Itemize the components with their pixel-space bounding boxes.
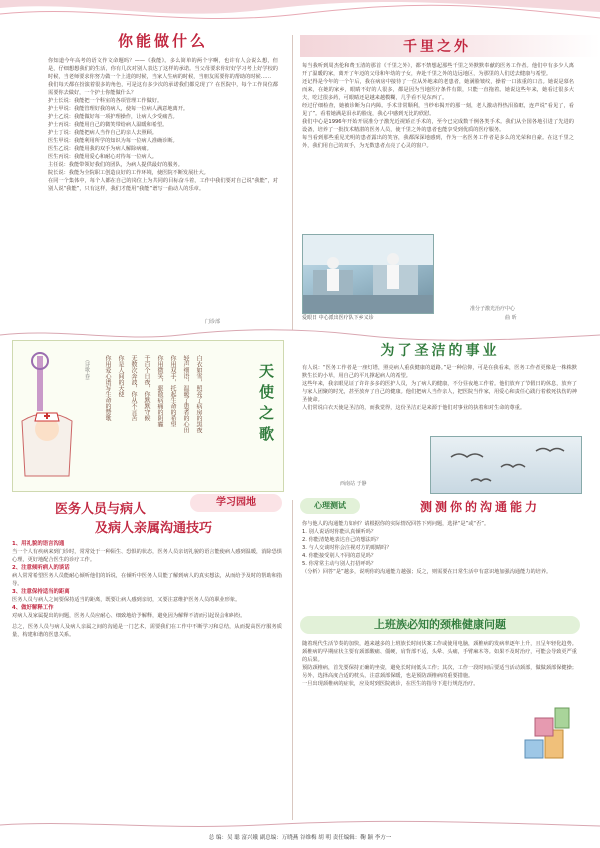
point-text: 当一个人有疾病来到门诊时，常常处于一种陌生、恐惧的状态，医务人员亲切礼貌的语言能使病人感到温暖，消除恐惧心理，更好地配合医生的诊疗工作。: [12, 549, 282, 563]
office-title: 上班族必知的颈椎健康问题: [374, 618, 506, 631]
poem-line: 无数次奔波，你从不言苦: [130, 355, 137, 421]
author-dept: 准分子激光治疗中心: [470, 306, 516, 312]
poem-panel: [12, 340, 284, 492]
footer-credits: 总 编：吴 聪 富兴娥 副总编：万晓燕 谷维梅 胡 明 责任编辑：鞠 颖 李方一: [208, 835, 392, 841]
test-tag-label: 心理测试: [314, 501, 346, 510]
comm-title-wrap: [55, 498, 255, 534]
poem-line: 你用微笑，驱散病痛的阴霾: [156, 355, 163, 427]
point-head: 3、注意保持适当的距离: [12, 589, 70, 595]
banner-label: 学习园地: [216, 497, 256, 508]
article-body: 每当我听到周杰伦和费玉清的那首《千里之外》，都不禁想起那些千里之外默默奉献的医务工作者。他们中有多少人离开了温暖的家，离开了年迈的父母和年幼的子女，奔赴千里之外的边远地区，为那里的人们送去健康与希望。 还记得是今年的一个午后，我在病房中接待了一位从外地来的老患者，她满脸皱纹，操着一口浓重的口音。她说是慕名而来，在她的家乡，眼睛不好的人很多，都是因为当地医疗条件有限，只能一直拖着。她说这些年来，她看过很多大夫，吃过很多药，可眼睛还是越来越模糊，几乎看不见东西了。 经过仔细检查，她被诊断为白内障。手术非常顺利，当纱布揭开的那一刻，老人激动得热泪盈眶，连声说“看见了，看见了”。看着她满是泪水的脸庞，我心中感到无比的欣慰。 我们中心是1996年开始开展准分子激光近视矫正手术的，至今已完成数千例各类手术。我们从全国各地引进了先进的设备，培养了一批技术精湛的医务人员，使千里之外的患者也能享受到优质的医疗服务。 每当看到那些重见光明的患者露出的笑容，我都深深地感到，作为一名医务工作者是多么的光荣和自豪。在这千里之外，我们用自己的双手，为无数患者点亮了心灵的窗户。: [302, 63, 574, 149]
office-body: 随着现代生活节奏的加快，越来越多的上班族长时间伏案工作或使用电脑，颈椎病的发病率逐年上升，且呈年轻化趋势。 颈椎病的早期症状主要有颈部酸痛、僵硬，肩背部不适，头晕、头痛，手臂麻木等。如果不及时治疗，可能会导致更严重的后果。 预防颈椎病，首先要保持正确的坐姿，避免长时间低头工作；其次，工作一段时间后要适当活动颈部，做做颈部保健操；另外，选择高度合适的枕头，注意颈部保暖，也是预防颈椎病的重要措施。 一旦出现颈椎病的症状，应及时到医院就诊，在医生的指导下进行规范治疗。: [302, 641, 577, 687]
poem-line: 千百个日夜，你默默守候: [143, 355, 150, 421]
poem-line: 轻声细语，温暖了患者的心田: [182, 355, 189, 433]
point-text: 医务人员与病人之间要保持适当的距离，既要让病人感到亲切，又要注意维护医务人员的职业形象。: [12, 597, 241, 603]
comm-closing: 总之，医务人员与病人及病人亲属之间的沟通是一门艺术，需要我们在工作中不断学习和总结，从而提高医疗服务质量，构建和谐的医患关系。: [12, 624, 282, 638]
test-tag: [300, 498, 360, 514]
poem-label: （诗歌·春）: [84, 357, 90, 384]
article-author: 西南站 于静: [340, 481, 367, 487]
test-intro: 你与他人的沟通能力如何？请根据你的实际情况回答下列问题，选择“是”或“否”。: [302, 521, 490, 527]
poem-line: 你用双手，托起生命的希望: [169, 355, 176, 427]
author-name: 曲 昕: [505, 315, 517, 321]
article-title: 为了圣洁的事业: [380, 343, 500, 359]
article-title: 你能做什么: [117, 32, 208, 50]
comm-point: [12, 564, 282, 588]
poem-title: 天使之歌: [257, 363, 275, 447]
nurse-illustration: [17, 351, 77, 486]
seagull-photo: [430, 436, 582, 494]
column-divider: [292, 35, 293, 330]
test-body: [302, 520, 577, 615]
clinic-scene-illustration: [303, 235, 433, 313]
article-body: 有人说：“医务工作者是一座灯塔，照亮病人重获健康的道路。”是一种信仰，可是在我看来，医务工作者更像是一株株默默生长的小草，用自己的平凡撑起病人的希望。 这些年来，我亲眼见证了许许多多的医护人员，为了病人的健康，不分昼夜地工作着。他们放弃了节假日的休息，放弃了与家人团聚的时光，甚至放弃了自己的健康。他们把病人当作亲人，把医院当作家，用爱心和责任心践行着救死扶伤的神圣使命。 人们常说白衣天使是圣洁的，而我觉得，这份圣洁正是来源于他们对事业的执着和对生命的尊重。: [302, 365, 577, 411]
point-head: 2、注意倾听病人的谈话: [12, 565, 70, 571]
point-head: 1、用礼貌的语言沟通: [12, 541, 65, 547]
poem-line: 你是人间的天使: [117, 355, 124, 397]
test-title: 测测你的沟通能力: [419, 500, 540, 514]
comm-point: [12, 604, 282, 620]
test-question: 2. 你能清楚地表达自己的想法吗？: [302, 537, 382, 543]
column-divider: [292, 500, 293, 820]
point-text: 病人常常希望医务人员能耐心倾听他们的诉说，在倾听中医务人员能了解到病人的真实想法，从而给予及时的帮助和指导。: [12, 573, 282, 587]
article-title-wrap: [300, 340, 580, 360]
article-body: 你知道今年高考的语文作文命题吗？——《我能》。多么简单的两个字啊，也许有人会说么想，但是，仔细想想我们的生活，你有几次对别人表达了这样的承诺。当父母要求你好好学习考上好学校的时候，当老师要求你努力做一个上进的时候，当家人生病的时候，当朋友需要你的帮助的时候…… 我们每天都在扮演着很多的角色，可是这有多少次的承诺我们都兑现了？在医院中，每个工作岗位都需要你去做好，一个护士你能做什么？ 护士长说：我能把一个科室的各项管理工作做好。 护士甲说：我能管理好我的病人，使每一位病人满意地离开。 护士乙说：我能做好每一项护理操作，让病人少受痛苦。 护士丙说：我能用自己的微笑带给病人温暖和希望。 护士丁说：我能把病人当作自己的亲人去照顾。 医生甲说：我能利用所学的知识为每一位病人准确诊断。 医生乙说：我能用我的双手为病人解除病痛。 医生丙说：我能用爱心和耐心对待每一位病人。 主任说：我能带领好我们的团队，为病人提供最好的服务。 院长说：我能为全院职工创造良好的工作环境，使医院不断发展壮大。 在同一个集体中，每个人都在自己的岗位上为共同的目标奋斗着，工作中我们要对自己说“我能”，对别人说“我能”，只有这样，我们才能用“我能”谱写一曲动人的乐章。: [48, 58, 278, 192]
article-author: 门诊部: [205, 319, 221, 325]
comm-title-line2: 及病人亲属沟通技巧: [95, 521, 213, 534]
point-text: 对病人及家属提出的问题，医务人员应耐心、细致地给予解释，避免因为解释不清而引起误会和纠纷。: [12, 613, 246, 619]
test-question: 1. 别人说话时你能认真倾听吗？: [302, 529, 377, 535]
test-title-wrap: [380, 498, 580, 516]
article-title-wrap: [302, 36, 572, 54]
article-title: 千里之外: [403, 39, 471, 54]
test-question: 3. 与人交谈时你会注视对方的眼睛吗？: [302, 545, 392, 551]
office-title-band: [300, 616, 580, 634]
test-result: （分析）回答“是”越多，说明你的沟通能力越强；反之，则需要在日常生活中有意识地加强沟通能力的培养。: [302, 569, 552, 575]
seagull-illustration: [431, 437, 581, 493]
eye-day-photo: [302, 234, 434, 314]
article-what-can-you-do: [48, 30, 278, 330]
test-question: 5. 你常常主动与别人打招呼吗？: [302, 561, 377, 567]
poem-line: 你用爱心谱写生命的赞歌: [104, 355, 111, 421]
building-blocks-decoration: [520, 700, 580, 770]
comm-body: [12, 540, 282, 825]
comm-title-line1: 医务人员与病人: [55, 502, 147, 517]
poem-lines: [103, 355, 203, 481]
comm-point: [12, 588, 282, 604]
test-question: 4. 你能接受别人不同的意见吗？: [302, 553, 377, 559]
comm-point: [12, 540, 282, 564]
poem-line: 白衣如雪，照亮了病房的黑夜: [195, 355, 202, 433]
point-head: 4、做好解释工作: [12, 605, 54, 611]
photo-caption: 爱眼日 中心派出医疗队下乡义诊: [302, 315, 374, 321]
